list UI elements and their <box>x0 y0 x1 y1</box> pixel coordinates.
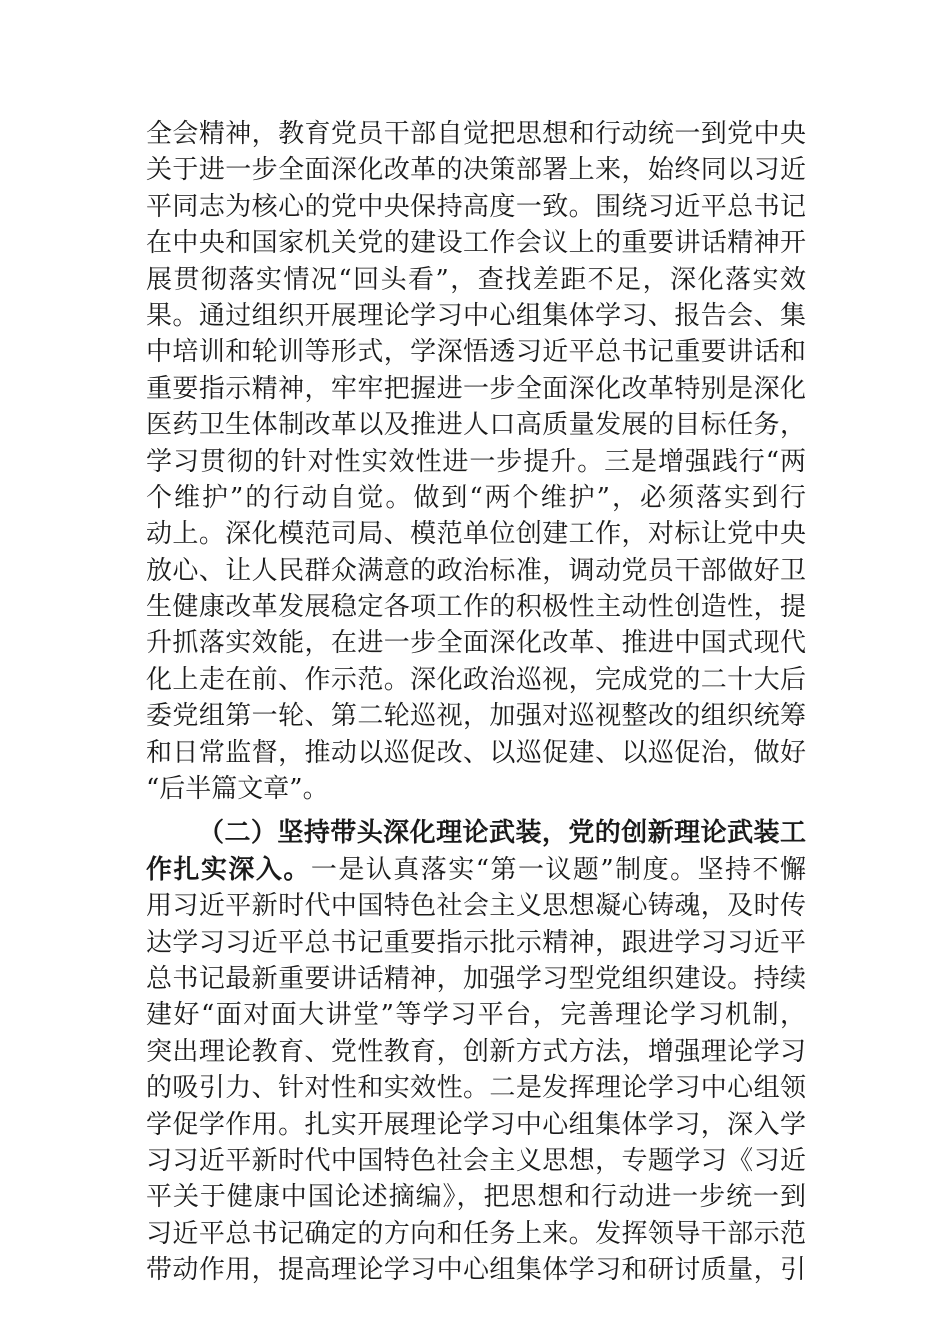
text-line: 平同志为核心的党中央保持高度一致。围绕习近平总书记 <box>146 191 806 222</box>
text-line: 总书记最新重要讲话精神，加强学习型党组织建设。持续 <box>146 963 806 994</box>
text-line: 全会精神，教育党员干部自觉把思想和行动统一到党中央 <box>146 119 806 149</box>
text-line: 习习近平新时代中国特色社会主义思想，专题学习《习近 <box>146 1145 806 1176</box>
section-heading-end: 作扎实深入。 <box>146 854 311 885</box>
text-line <box>146 852 806 888</box>
text-line: 习近平总书记确定的方向和任务上来。发挥领导干部示范 <box>146 1218 806 1249</box>
text-line-rest: 一是认真落实“第一议题”制度。坚持不懈 <box>310 854 806 885</box>
text-line: 学促学作用。扎实开展理论学习中心组集体学习，深入学 <box>146 1109 806 1140</box>
text-line: 中培训和轮训等形式，学深悟透习近平总书记重要讲话和 <box>146 337 806 368</box>
paragraph-1 <box>146 116 806 807</box>
text-line: 达学习习近平总书记重要指示批示精神，跟进学习习近平 <box>146 927 806 958</box>
text-line: 医药卫生体制改革以及推进人口高质量发展的目标任务， <box>146 410 806 441</box>
text-line: “后半篇文章”。 <box>146 774 329 805</box>
text-line: 突出理论教育、党性教育，创新方式方法，增强理论学习 <box>146 1036 806 1067</box>
text-line: 展贯彻落实情况“回头看”，查找差距不足，深化落实效 <box>146 264 806 295</box>
text-line: 学习贯彻的针对性实效性进一步提升。三是增强践行“两 <box>146 446 806 477</box>
text-line: 个维护”的行动自觉。做到“两个维护”，必须落实到行 <box>146 482 806 513</box>
text-line: 委党组第一轮、第二轮巡视，加强对巡视整改的组织统筹 <box>146 701 806 732</box>
text-line: 用习近平新时代中国特色社会主义思想凝心铸魂，及时传 <box>146 891 806 922</box>
text-line: 化上走在前、作示范。深化政治巡视，完成党的二十大后 <box>146 664 806 695</box>
text-line: 在中央和国家机关党的建设工作会议上的重要讲话精神开 <box>146 228 806 259</box>
document-body <box>146 116 806 1289</box>
text-line: 的吸引力、针对性和实效性。二是发挥理论学习中心组领 <box>146 1073 806 1104</box>
text-line: 动上。深化模范司局、模范单位创建工作，对标让党中央 <box>146 519 806 550</box>
text-line: 果。通过组织开展理论学习中心组集体学习、报告会、集 <box>146 300 806 331</box>
text-line: 建好“面对面大讲堂”等学习平台，完善理论学习机制， <box>146 1000 806 1031</box>
paragraph-2 <box>146 815 806 1288</box>
text-line: 带动作用，提高理论学习中心组集体学习和研讨质量，引 <box>146 1255 806 1286</box>
text-line: 平关于健康中国论述摘编》，把思想和行动进一步统一到 <box>146 1182 806 1213</box>
text-line: 升抓落实效能，在进一步全面深化改革、推进中国式现代 <box>146 628 806 659</box>
text-line: 关于进一步全面深化改革的决策部署上来，始终同以习近 <box>146 155 806 186</box>
section-heading: （二）坚持带头深化理论武装，党的创新理论武装工 <box>198 818 806 849</box>
text-line: 和日常监督，推动以巡促改、以巡促建、以巡促治，做好 <box>146 737 806 768</box>
text-line: 放心、让人民群众满意的政治标准，调动党员干部做好卫 <box>146 555 806 586</box>
text-line: 生健康改革发展稳定各项工作的积极性主动性创造性，提 <box>146 592 806 623</box>
text-line: 重要指示精神，牢牢把握进一步全面深化改革特别是深化 <box>146 373 806 404</box>
